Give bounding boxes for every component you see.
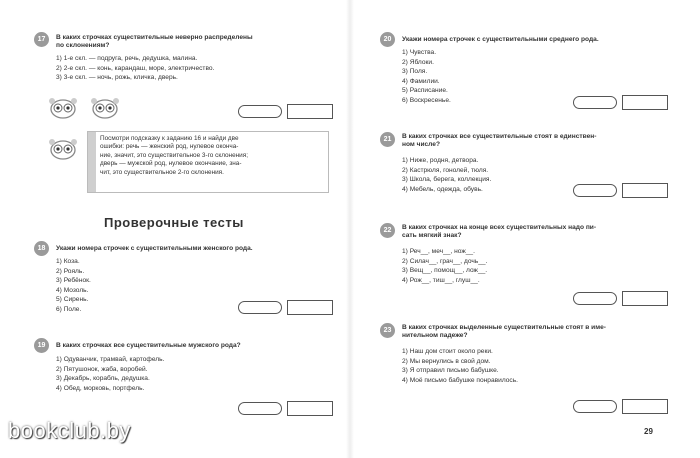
option: 2) Мы вернулись в свой дом.: [402, 357, 491, 365]
option: 3) Я отправил письмо бабушке.: [402, 367, 499, 375]
task-number: 17: [34, 32, 49, 47]
answer-box[interactable]: [622, 183, 668, 198]
question-line: по склонениям?: [56, 42, 110, 49]
answer-box[interactable]: [287, 104, 333, 119]
option: 2) 2-е скл. — конь, карандаш, море, электричество.: [56, 64, 215, 72]
task-number: 19: [34, 338, 49, 353]
question-line: Укажи номера строчек с существительными среднего рода.: [402, 36, 599, 43]
option: 4) Фамилии.: [402, 77, 440, 85]
option: 4) Мебель, одежда, обувь.: [402, 185, 483, 193]
option: 3) Декабрь, корабль, дедушка.: [56, 375, 150, 383]
option: 1) Реч__, меч__, нож__.: [402, 248, 475, 255]
option: 1) Ниже, родня, детвора.: [402, 157, 479, 164]
answer-box[interactable]: [287, 300, 333, 315]
answer-oval[interactable]: [573, 96, 617, 109]
page-number: 29: [644, 427, 653, 436]
option: 3) 3-е скл. — ночь, рожь, кличка, дверь.: [56, 74, 178, 82]
question-line: ном числе?: [402, 141, 440, 148]
hint-box: [87, 131, 329, 193]
task-23: [380, 323, 690, 393]
task-number: 22: [380, 223, 395, 238]
options-list: [402, 347, 518, 385]
task-number: 20: [380, 32, 395, 47]
question-line: В каких строчках выделенные существительные стоят в име-: [402, 324, 606, 331]
option: 2) Кастрюля, гонолей, тюля.: [402, 166, 489, 174]
options-list: [402, 156, 491, 194]
answer-box[interactable]: [622, 291, 668, 306]
options-list: [56, 257, 91, 315]
task-22: [380, 223, 690, 293]
option: 2) Рояль.: [56, 267, 85, 275]
option: 6) Воскресенье.: [402, 96, 451, 104]
task-number: 23: [380, 323, 395, 338]
answer-box[interactable]: [622, 399, 668, 414]
option: 4) Обед, морковь, портфель.: [56, 384, 145, 392]
options-list: [402, 48, 451, 106]
hint-bar: [88, 132, 96, 192]
owl-icon: [48, 97, 78, 119]
option: 2) Пятушонок, жаба, воробей.: [56, 365, 148, 373]
question-line: В каких строчках все существительные мужского рода?: [56, 342, 241, 349]
owl-icon: [90, 97, 120, 119]
task-question: [402, 36, 599, 44]
option: 1) 1-е скл. — подруга, речь, дедушка, малина.: [56, 55, 198, 62]
option: 3) Школа, берега, коллекция.: [402, 176, 492, 184]
option: 2) Силач__, грач__, дочь__.: [402, 257, 488, 265]
hint-text: [100, 135, 325, 177]
option: 6) Поле.: [56, 305, 82, 313]
hint-line: ние, значит, это существительное 3-го склонения;: [100, 151, 248, 159]
question-line: В каких строчках все существительные стоят в единствен-: [402, 133, 597, 140]
task-19: [34, 338, 334, 408]
hint-line: Посмотри подсказку к заданию 16 и найди две: [100, 135, 239, 142]
answer-oval[interactable]: [238, 301, 282, 314]
option: 3) Ребёнок.: [56, 277, 91, 285]
option: 1) Коза.: [56, 258, 80, 265]
option: 1) Наш дом стоит около реки.: [402, 348, 493, 355]
option: 1) Чувства.: [402, 49, 437, 56]
hint-line: ошибки: речь — женский род, нулевое оконча-: [100, 143, 239, 151]
option: 1) Одуванчик, трамвай, картофель.: [56, 356, 165, 363]
question-line: нительном падеже?: [402, 332, 468, 339]
question-line: сать мягкий знак?: [402, 232, 462, 239]
answer-oval[interactable]: [238, 105, 282, 118]
question-line: В каких строчках существительные неверно распределены: [56, 34, 253, 41]
options-list: [402, 247, 487, 285]
task-question: [402, 224, 596, 240]
hint-line: дверь — мужской род, нулевое окончание, зна-: [100, 160, 242, 168]
option: 4) Рож__, тиш__, глуш__.: [402, 276, 480, 284]
task-question: [402, 324, 606, 340]
answer-box[interactable]: [287, 401, 333, 416]
task-question: [56, 34, 253, 50]
task-question: [56, 245, 253, 253]
task-number: 18: [34, 241, 49, 256]
task-number: 21: [380, 132, 395, 147]
options-list: [56, 355, 164, 393]
option: 5) Расписание.: [402, 87, 448, 95]
right-page: [350, 0, 700, 458]
option: 5) Сирень.: [56, 296, 89, 304]
watermark: bookclub.by: [8, 418, 131, 443]
answer-box[interactable]: [622, 95, 668, 110]
owl-icon: [48, 138, 78, 160]
option: 4) Мозоль.: [56, 286, 89, 294]
option: 4) Моё письмо бабушке понравилось.: [402, 376, 518, 384]
answer-oval[interactable]: [573, 400, 617, 413]
section-title: Проверочные тесты: [104, 215, 244, 230]
option: 3) Поля.: [402, 68, 428, 76]
options-list: [56, 54, 214, 83]
task-question: [56, 342, 241, 350]
task-question: [402, 133, 596, 149]
question-line: Укажи номера строчек с существительными женского рода.: [56, 245, 253, 252]
answer-oval[interactable]: [573, 292, 617, 305]
answer-oval[interactable]: [238, 402, 282, 415]
option: 3) Вещ__, помощ__, лож__.: [402, 267, 488, 275]
option: 2) Яблоки.: [402, 58, 434, 66]
hint-line: чит, это существительное 2-го склонения.: [100, 168, 224, 176]
answer-oval[interactable]: [573, 184, 617, 197]
question-line: В каких строчках на конце всех существительных надо пи-: [402, 224, 597, 231]
